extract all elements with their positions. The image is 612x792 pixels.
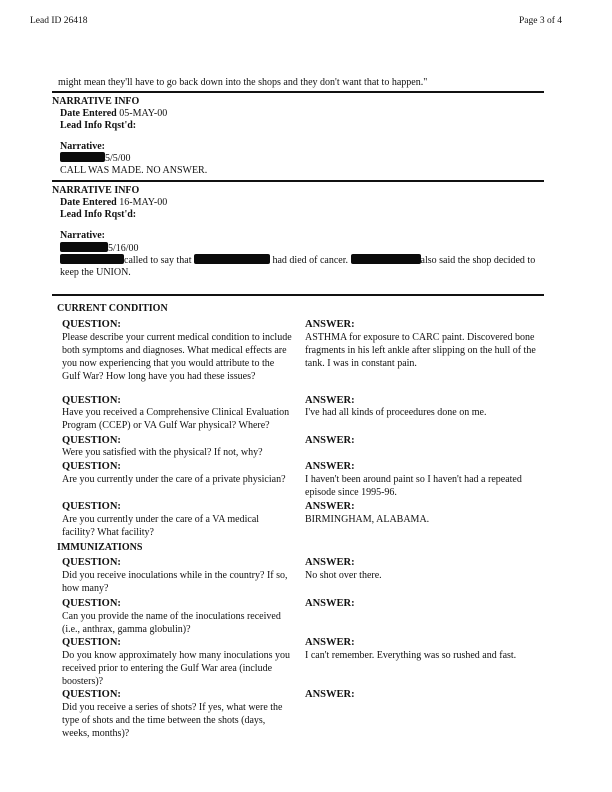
question-label: QUESTION: xyxy=(62,435,121,446)
narrative-text xyxy=(60,254,550,267)
date-entered-value: 16-MAY-00 xyxy=(119,197,168,208)
date-entered-label: Date Entered xyxy=(60,197,117,208)
narrative-text: CALL WAS MADE. NO ANSWER. xyxy=(60,165,208,176)
answer-text: BIRMINGHAM, ALABAMA. xyxy=(305,514,430,525)
date-entered-value: 05-MAY-00 xyxy=(119,108,168,119)
section-divider xyxy=(52,180,544,182)
continued-narrative-text: might mean they'll have to go back down into the shops and they don't want that to happen." xyxy=(58,77,428,88)
answer-label: ANSWER: xyxy=(305,557,355,568)
question-label: QUESTION: xyxy=(62,637,121,648)
narrative-text-continued: keep the UNION. xyxy=(60,267,131,278)
question-text: Have you received a Comprehensive Clinical Evaluation Program (CCEP) or VA Gulf War physical? Where? xyxy=(62,407,290,431)
question-text: Are you currently under the care of a VA medical facility? What facility? xyxy=(62,514,260,538)
answer-label: ANSWER: xyxy=(305,319,355,330)
redaction-mark xyxy=(60,242,108,252)
answer-label: ANSWER: xyxy=(305,598,355,609)
question-label: QUESTION: xyxy=(62,557,121,568)
narrative-entry-date: 5/16/00 xyxy=(108,243,139,254)
question-label: QUESTION: xyxy=(62,501,121,512)
redaction-mark xyxy=(60,254,124,264)
answer-label: ANSWER: xyxy=(305,637,355,648)
narrative-label: Narrative: xyxy=(60,230,105,241)
answer-label: ANSWER: xyxy=(305,395,355,406)
question-text: Do you know approximately how many inoculations you received prior to entering the Gulf War area (include boosters)? xyxy=(62,650,291,687)
question-text: Did you receive inoculations while in the country? If so, how many? xyxy=(62,570,288,594)
answer-text: ASTHMA for exposure to CARC paint. Discovered bone fragments in his left ankle after slipping on the hull of the tank. I was in constant pain. xyxy=(305,332,536,369)
lead-info-rqst-label: Lead Info Rqst'd: xyxy=(60,120,137,131)
narrative-text-part: called to say that xyxy=(124,255,192,266)
question-label: QUESTION: xyxy=(62,689,121,700)
question-label: QUESTION: xyxy=(62,319,121,330)
redaction-mark xyxy=(60,152,105,162)
answer-text: I've had all kinds of proceedures done on me. xyxy=(305,407,487,418)
question-text: Are you currently under the care of a private physician? xyxy=(62,474,286,485)
question-text: Did you receive a series of shots? If yes, what were the type of shots and the time between the shots (days, weeks, months)? xyxy=(62,702,283,739)
answer-label: ANSWER: xyxy=(305,501,355,512)
section-divider xyxy=(52,91,544,93)
narrative-section-title: NARRATIVE INFO xyxy=(52,185,140,196)
narrative-text-part: had died of cancer. xyxy=(272,255,349,266)
answer-text: No shot over there. xyxy=(305,570,382,581)
lead-id: Lead ID 26418 xyxy=(30,16,88,26)
question-text: Please describe your current medical condition to include both symptoms and diagnoses. What medical effects are you now experiencing that you would attribute to the Gulf War? How long have you had these issues? xyxy=(62,332,292,382)
answer-text: I haven't been around paint so I haven't had a repeated episode since 1995-96. xyxy=(305,474,522,498)
redaction-mark xyxy=(194,254,270,264)
current-condition-title: CURRENT CONDITION xyxy=(57,303,168,314)
narrative-label: Narrative: xyxy=(60,141,105,152)
immunizations-title: IMMUNIZATIONS xyxy=(57,542,143,553)
question-text: Were you satisfied with the physical? If not, why? xyxy=(62,447,263,458)
date-entered-label: Date Entered xyxy=(60,108,117,119)
question-label: QUESTION: xyxy=(62,598,121,609)
question-label: QUESTION: xyxy=(62,395,121,406)
answer-label: ANSWER: xyxy=(305,689,355,700)
question-text: Can you provide the name of the inoculations received (i.e., anthrax, gamma globulin)? xyxy=(62,611,281,635)
answer-text: I can't remember. Everything was so rushed and fast. xyxy=(305,650,517,661)
lead-info-rqst-label: Lead Info Rqst'd: xyxy=(60,209,137,220)
narrative-entry-date: 5/5/00 xyxy=(105,153,131,164)
narrative-section-title: NARRATIVE INFO xyxy=(52,96,140,107)
section-divider xyxy=(52,294,544,296)
question-label: QUESTION: xyxy=(62,461,121,472)
redaction-mark xyxy=(351,254,421,264)
answer-label: ANSWER: xyxy=(305,435,355,446)
page-number: Page 3 of 4 xyxy=(519,16,563,26)
answer-label: ANSWER: xyxy=(305,461,355,472)
narrative-text-part: also said the shop decided to xyxy=(420,255,536,266)
